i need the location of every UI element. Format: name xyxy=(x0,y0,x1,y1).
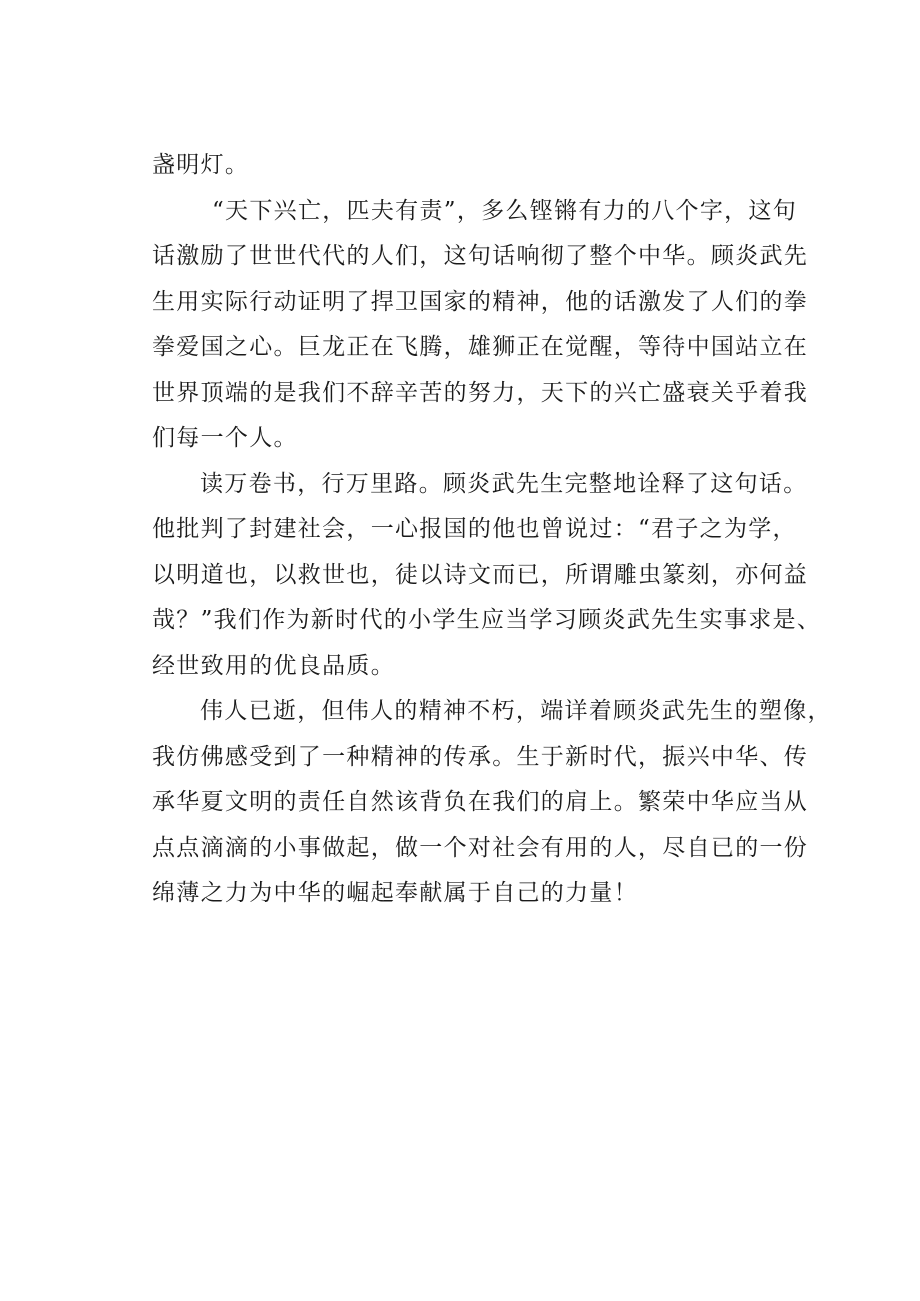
text-line: 话激励了世世代代的人们，这句话响彻了整个中华。顾炎武先 xyxy=(152,243,809,269)
text-line: 承华夏文明的责任自然该背负在我们的肩上。繁荣中华应当从 xyxy=(152,789,809,815)
text-line: 生用实际行动证明了捍卫国家的精神，他的话激发了人们的拳 xyxy=(152,288,809,315)
text-line: 他批判了封建社会，一心报国的他也曾说过：“君子之为学， xyxy=(152,516,797,542)
text-line: 世界顶端的是我们不辞辛苦的努力，天下的兴亡盛衰关乎着我 xyxy=(152,379,809,406)
text-line: 拳爱国之心。巨龙正在飞腾，雄狮正在觉醒，等待中国站立在 xyxy=(152,334,809,360)
text-line: 经世致用的优良品质。 xyxy=(152,652,395,679)
text-line: 绵薄之力为中华的崛起奉献属于自己的力量！ xyxy=(152,880,638,906)
paragraph-3 xyxy=(152,689,832,917)
paragraph-1 xyxy=(152,189,809,462)
text-line: 盏明灯。 xyxy=(152,152,250,178)
paragraph-0 xyxy=(152,143,802,189)
text-line: 们每一个人。 xyxy=(152,425,298,451)
text-line: “天下兴亡，匹夫有责”，多么铿锵有力的八个字，这句 xyxy=(212,197,798,224)
text-line: 以明道也，以救世也，徒以诗文而已，所谓雕虫篆刻，亦何益 xyxy=(152,561,809,588)
paragraph-2 xyxy=(152,462,822,690)
text-line: 读万卷书，行万里路。顾炎武先生完整地诠释了这句话。 xyxy=(200,470,808,497)
text-line: 哉？”我们作为新时代的小学生应当学习顾炎武先生实事求是、 xyxy=(152,607,822,633)
essay-body xyxy=(152,143,832,917)
text-line: 伟人已逝，但伟人的精神不朽，端详着顾炎武先生的塑像， xyxy=(200,698,832,724)
text-line: 我仿佛感受到了一种精神的传承。生于新时代，振兴中华、传 xyxy=(152,743,809,770)
text-line: 点点滴滴的小事做起，做一个对社会有用的人，尽自已的一份 xyxy=(152,834,809,861)
